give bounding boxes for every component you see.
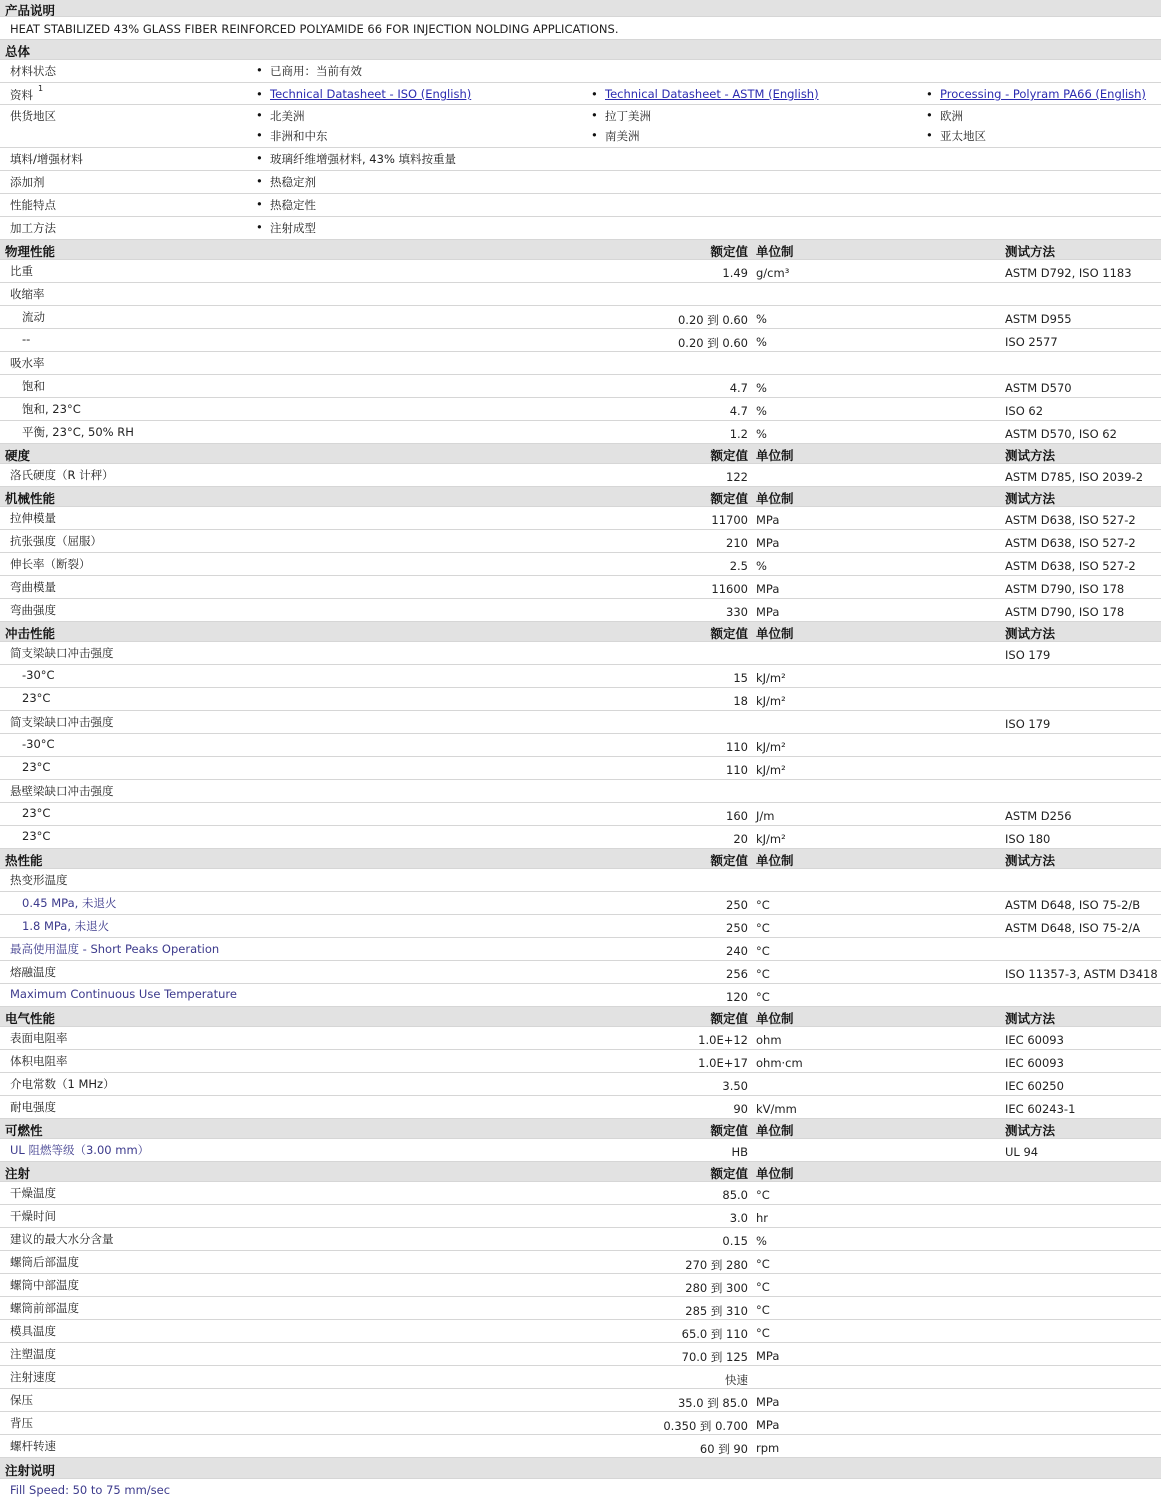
property-unit: MPa [756, 582, 780, 596]
property-row [0, 1139, 1161, 1162]
property-unit: °C [756, 921, 770, 935]
test-method: ASTM D570, ISO 62 [1005, 427, 1117, 441]
property-value: 110 [726, 740, 748, 754]
property-label: 饱和 [22, 379, 45, 393]
property-value: 110 [726, 763, 748, 777]
property-label: 螺杆转速 [10, 1439, 56, 1453]
property-unit: °C [756, 967, 770, 981]
property-label: 23°C [22, 760, 51, 774]
property-unit: °C [756, 1257, 770, 1271]
property-label: 饱和, 23°C [22, 402, 81, 416]
test-method: ASTM D638, ISO 527-2 [1005, 513, 1136, 527]
datasheet-link[interactable]: Processing - Polyram PA66 (English) [940, 87, 1146, 101]
section-title: 可燃性 [5, 1123, 43, 1138]
column-header-value: 额定值 [710, 1166, 748, 1181]
column-header-unit: 单位制 [756, 1166, 794, 1181]
property-label: 简支梁缺口冲击强度 [10, 715, 114, 729]
property-unit: MPa [756, 1395, 780, 1409]
property-label: 1.8 MPa, 未退火 [22, 919, 110, 933]
test-method: ASTM D648, ISO 75-2/B [1005, 898, 1141, 912]
property-value: 122 [726, 470, 748, 484]
general-row [0, 194, 1161, 217]
property-label: 模具温度 [10, 1324, 56, 1338]
property-row [0, 1343, 1161, 1366]
property-value: 250 [726, 898, 748, 912]
property-label: 吸水率 [10, 356, 45, 370]
property-unit: °C [756, 1303, 770, 1317]
section-title: 注射说明 [5, 1463, 56, 1478]
property-label: 最高使用温度 - Short Peaks Operation [10, 942, 220, 956]
property-row [0, 260, 1161, 283]
property-row [0, 665, 1161, 688]
property-label: Maximum Continuous Use Temperature [10, 987, 237, 1001]
property-label: 保压 [10, 1393, 33, 1407]
property-unit: % [756, 559, 767, 573]
test-method: ISO 2577 [1005, 335, 1058, 349]
property-value: 35.0 到 85.0 [677, 1396, 748, 1410]
general-header [0, 40, 1161, 60]
property-value: 280 到 300 [685, 1281, 748, 1295]
bullet-item: • 非洲和中东 [270, 128, 328, 144]
section-title: 注射 [5, 1166, 31, 1181]
property-label: 体积电阻率 [10, 1054, 68, 1068]
test-method: ASTM D792, ISO 1183 [1005, 266, 1132, 280]
property-row [0, 530, 1161, 553]
property-label: 介电常数（1 MHz） [10, 1077, 115, 1091]
property-value: 4.7 [729, 381, 748, 395]
property-label: 建议的最大水分含量 [10, 1232, 114, 1246]
bullet-item: • 注射成型 [270, 220, 316, 236]
general-row [0, 171, 1161, 194]
general-row-label: 材料状态 [10, 64, 56, 78]
bullet-item: • 欧洲 [940, 108, 963, 124]
property-value: 270 到 280 [685, 1258, 748, 1272]
property-row [0, 352, 1161, 375]
property-value: 240 [726, 944, 748, 958]
property-value: HB [731, 1145, 748, 1159]
property-label: 螺筒后部温度 [10, 1255, 79, 1269]
property-row [0, 1050, 1161, 1073]
property-label: 23°C [22, 806, 51, 820]
property-label: 0.45 MPa, 未退火 [22, 896, 117, 910]
property-label: 简支梁缺口冲击强度 [10, 646, 114, 660]
property-value: 1.49 [722, 266, 748, 280]
property-row [0, 1297, 1161, 1320]
property-label: 注塑温度 [10, 1347, 56, 1361]
test-method: UL 94 [1005, 1145, 1039, 1159]
general-row-label: 填料/增强材料 [10, 152, 83, 166]
property-value: 11700 [711, 513, 748, 527]
property-value: 0.20 到 0.60 [677, 336, 748, 350]
bullet-item: • 南美洲 [605, 128, 640, 144]
notes-text: Fill Speed: 50 to 75 mm/sec [10, 1483, 171, 1497]
column-header-method: 测试方法 [1005, 491, 1056, 506]
general-row [0, 105, 1161, 148]
property-unit: % [756, 335, 767, 349]
property-label: 注射速度 [10, 1370, 56, 1384]
general-row-label: 资料 [10, 88, 33, 102]
section-header [0, 849, 1161, 869]
property-value: 120 [726, 990, 748, 1004]
test-method: IEC 60093 [1005, 1033, 1064, 1047]
property-value: 60 到 90 [699, 1442, 748, 1456]
general-row-label: 供货地区 [10, 109, 56, 123]
property-unit: J/m [756, 809, 775, 823]
property-unit: % [756, 427, 767, 441]
property-row [0, 780, 1161, 803]
property-unit: kJ/m² [756, 671, 786, 685]
property-row [0, 507, 1161, 530]
property-row [0, 1205, 1161, 1228]
property-row [0, 938, 1161, 961]
property-value: 11600 [711, 582, 748, 596]
section-title: 热性能 [5, 853, 43, 868]
property-unit: °C [756, 1326, 770, 1340]
property-row [0, 757, 1161, 780]
bullet-item: • 热稳定剂 [270, 174, 316, 190]
column-header-method: 测试方法 [1005, 1123, 1056, 1138]
property-row [0, 464, 1161, 487]
property-label: 比重 [10, 264, 33, 278]
property-unit: °C [756, 990, 770, 1004]
test-method: ASTM D785, ISO 2039-2 [1005, 470, 1144, 484]
property-unit: rpm [756, 1441, 780, 1455]
general-row [0, 217, 1161, 240]
property-value: 65.0 到 110 [681, 1327, 748, 1341]
property-row [0, 826, 1161, 849]
property-row [0, 1435, 1161, 1458]
test-method: ISO 180 [1005, 832, 1051, 846]
property-row [0, 1320, 1161, 1343]
property-value: 快速 [725, 1373, 748, 1387]
property-label: 拉伸模量 [10, 511, 56, 525]
property-row [0, 1073, 1161, 1096]
column-header-unit: 单位制 [756, 853, 794, 868]
property-value: 15 [733, 671, 748, 685]
datasheet-link[interactable]: Technical Datasheet - ISO (English) [270, 87, 472, 101]
property-row [0, 329, 1161, 352]
property-label: 弯曲强度 [10, 603, 56, 617]
property-label: 流动 [22, 310, 45, 324]
bullet-item: • 玻璃纤维增强材料, 43% 填料按重量 [270, 151, 456, 167]
test-method: ASTM D790, ISO 178 [1005, 582, 1125, 596]
general-row [0, 148, 1161, 171]
property-row [0, 711, 1161, 734]
property-row [0, 1228, 1161, 1251]
test-method: ISO 11357-3, ASTM D3418 [1005, 967, 1158, 981]
property-unit: ohm·cm [756, 1056, 803, 1070]
column-header-value: 额定值 [710, 448, 748, 463]
property-row [0, 1096, 1161, 1119]
section-title: 硬度 [5, 448, 31, 463]
property-unit: kV/mm [756, 1102, 797, 1116]
property-unit: kJ/m² [756, 832, 786, 846]
property-unit: % [756, 381, 767, 395]
property-unit: MPa [756, 513, 780, 527]
property-value: 0.15 [722, 1234, 748, 1248]
property-unit: % [756, 404, 767, 418]
property-value: 4.7 [729, 404, 748, 418]
general-row [0, 60, 1161, 83]
property-unit: MPa [756, 1349, 780, 1363]
test-method: ASTM D955 [1005, 312, 1072, 326]
property-value: 250 [726, 921, 748, 935]
property-label: -30°C [22, 668, 55, 682]
column-header-value: 额定值 [710, 1011, 748, 1026]
general-row [0, 83, 1161, 105]
property-row [0, 688, 1161, 711]
property-label: 熔融温度 [10, 965, 56, 979]
property-unit: g/cm³ [756, 266, 790, 280]
property-value: 1.2 [729, 427, 748, 441]
property-label: 背压 [10, 1416, 33, 1430]
property-value: 2.5 [729, 559, 748, 573]
section-title: 机械性能 [5, 491, 56, 506]
section-header [0, 240, 1161, 260]
property-row [0, 1389, 1161, 1412]
section-title: 总体 [5, 44, 31, 59]
property-label: 弯曲模量 [10, 580, 56, 594]
property-unit: °C [756, 1188, 770, 1202]
property-row [0, 1412, 1161, 1435]
product-description-text: HEAT STABILIZED 43% GLASS FIBER REINFORCED POLYAMIDE 66 FOR INJECTION NOLDING APPLICATIONS. [10, 22, 619, 36]
general-row-label: 性能特点 [10, 198, 56, 212]
property-unit: °C [756, 1280, 770, 1294]
property-row [0, 734, 1161, 757]
property-value: 20 [733, 832, 748, 846]
property-row [0, 915, 1161, 938]
test-method: ASTM D790, ISO 178 [1005, 605, 1125, 619]
section-header [0, 487, 1161, 507]
bullet-item: • 北美洲 [270, 108, 305, 124]
test-method: ISO 62 [1005, 404, 1044, 418]
property-row [0, 869, 1161, 892]
test-method: IEC 60243-1 [1005, 1102, 1076, 1116]
section-header [0, 622, 1161, 642]
property-sections [0, 240, 1161, 1458]
column-header-value: 额定值 [710, 626, 748, 641]
column-header-value: 额定值 [710, 1123, 748, 1138]
section-header [0, 1162, 1161, 1182]
column-header-unit: 单位制 [756, 448, 794, 463]
property-row [0, 375, 1161, 398]
column-header-method: 测试方法 [1005, 244, 1056, 259]
property-unit: MPa [756, 536, 780, 550]
property-unit: kJ/m² [756, 694, 786, 708]
property-row [0, 398, 1161, 421]
property-label: 悬壁梁缺口冲击强度 [10, 784, 114, 798]
general-table [0, 60, 1161, 240]
section-title: 物理性能 [5, 244, 56, 259]
property-label: 热变形温度 [10, 873, 68, 887]
property-label: 抗张强度（屈服） [10, 534, 102, 548]
property-value: 85.0 [722, 1188, 748, 1202]
section-header [0, 444, 1161, 464]
general-row-label: 添加剂 [10, 175, 45, 189]
property-row [0, 984, 1161, 1007]
column-header-value: 额定值 [710, 491, 748, 506]
property-label: 伸长率（断裂） [10, 557, 91, 571]
property-label: 平衡, 23°C, 50% RH [22, 425, 134, 439]
general-row-label: 加工方法 [10, 221, 56, 235]
section-title: 产品说明 [5, 3, 56, 17]
property-value: 160 [726, 809, 748, 823]
column-header-method: 测试方法 [1005, 448, 1056, 463]
property-label: 收缩率 [10, 287, 45, 301]
property-label: -30°C [22, 737, 55, 751]
section-title: 冲击性能 [5, 626, 56, 641]
section-title: 电气性能 [5, 1011, 56, 1026]
column-header-method: 测试方法 [1005, 626, 1056, 641]
property-label: 洛氏硬度（R 计秤） [10, 468, 114, 482]
property-row [0, 553, 1161, 576]
test-method: IEC 60250 [1005, 1079, 1064, 1093]
datasheet-link[interactable]: Technical Datasheet - ASTM (English) [605, 87, 819, 101]
property-value: 285 到 310 [685, 1304, 748, 1318]
property-value: 70.0 到 125 [681, 1350, 748, 1364]
property-label: 干燥时间 [10, 1209, 56, 1223]
section-header [0, 1119, 1161, 1139]
column-header-method: 测试方法 [1005, 1011, 1056, 1026]
property-label: -- [22, 332, 31, 346]
property-unit: kJ/m² [756, 763, 786, 777]
test-method: IEC 60093 [1005, 1056, 1064, 1070]
property-row [0, 283, 1161, 306]
bullet-item: • 拉丁美洲 [605, 108, 651, 124]
test-method: ASTM D570 [1005, 381, 1072, 395]
product-description-row [0, 17, 1161, 40]
property-row [0, 892, 1161, 915]
column-header-unit: 单位制 [756, 1011, 794, 1026]
column-header-unit: 单位制 [756, 626, 794, 641]
property-label: 干燥温度 [10, 1186, 56, 1200]
property-value: 330 [726, 605, 748, 619]
property-row [0, 1251, 1161, 1274]
property-unit: % [756, 312, 767, 326]
property-value: 256 [726, 967, 748, 981]
property-label: 螺筒中部温度 [10, 1278, 79, 1292]
column-header-value: 额定值 [710, 244, 748, 259]
property-unit: ohm [756, 1033, 782, 1047]
link-item [270, 87, 471, 101]
link-item [940, 87, 1146, 101]
property-row [0, 961, 1161, 984]
property-value: 3.50 [722, 1079, 748, 1093]
column-header-method: 测试方法 [1005, 853, 1056, 868]
property-row [0, 599, 1161, 622]
property-label: 23°C [22, 829, 51, 843]
property-row [0, 576, 1161, 599]
property-unit: % [756, 1234, 767, 1248]
property-value: 1.0E+12 [698, 1033, 748, 1047]
column-header-unit: 单位制 [756, 244, 794, 259]
property-unit: MPa [756, 1418, 780, 1432]
property-row [0, 306, 1161, 329]
property-value: 210 [726, 536, 748, 550]
footnote-marker: 1 [38, 84, 44, 93]
property-unit: °C [756, 898, 770, 912]
column-header-value: 额定值 [710, 853, 748, 868]
property-row [0, 1366, 1161, 1389]
property-label: UL 阻燃等级（3.00 mm） [10, 1143, 150, 1157]
property-value: 0.20 到 0.60 [677, 313, 748, 327]
property-unit: hr [756, 1211, 769, 1225]
property-unit: kJ/m² [756, 740, 786, 754]
property-value: 0.350 到 0.700 [663, 1419, 748, 1433]
property-unit: °C [756, 944, 770, 958]
property-row [0, 642, 1161, 665]
test-method: ASTM D256 [1005, 809, 1072, 823]
property-row [0, 803, 1161, 826]
bullet-item: • 热稳定性 [270, 197, 316, 213]
property-unit: MPa [756, 605, 780, 619]
property-row [0, 1027, 1161, 1050]
test-method: ASTM D638, ISO 527-2 [1005, 536, 1136, 550]
product-description-header [0, 0, 1161, 17]
column-header-unit: 单位制 [756, 1123, 794, 1138]
property-value: 90 [733, 1102, 748, 1116]
property-row [0, 1182, 1161, 1205]
property-value: 18 [733, 694, 748, 708]
column-header-unit: 单位制 [756, 491, 794, 506]
property-label: 螺筒前部温度 [10, 1301, 79, 1315]
bullet-item: • 已商用：当前有效 [270, 63, 362, 79]
test-method: ASTM D648, ISO 75-2/A [1005, 921, 1141, 935]
property-row [0, 1274, 1161, 1297]
property-row [0, 421, 1161, 444]
property-value: 1.0E+17 [698, 1056, 748, 1070]
test-method: ASTM D638, ISO 527-2 [1005, 559, 1136, 573]
test-method: ISO 179 [1005, 648, 1051, 662]
link-item [605, 87, 819, 101]
property-value: 3.0 [729, 1211, 748, 1225]
notes-row [0, 1479, 1161, 1499]
property-label: 23°C [22, 691, 51, 705]
notes-header [0, 1458, 1161, 1479]
bullet-item: • 亚太地区 [940, 128, 986, 144]
section-header [0, 1007, 1161, 1027]
property-label: 耐电强度 [10, 1100, 56, 1114]
property-label: 表面电阻率 [10, 1031, 68, 1045]
test-method: ISO 179 [1005, 717, 1051, 731]
